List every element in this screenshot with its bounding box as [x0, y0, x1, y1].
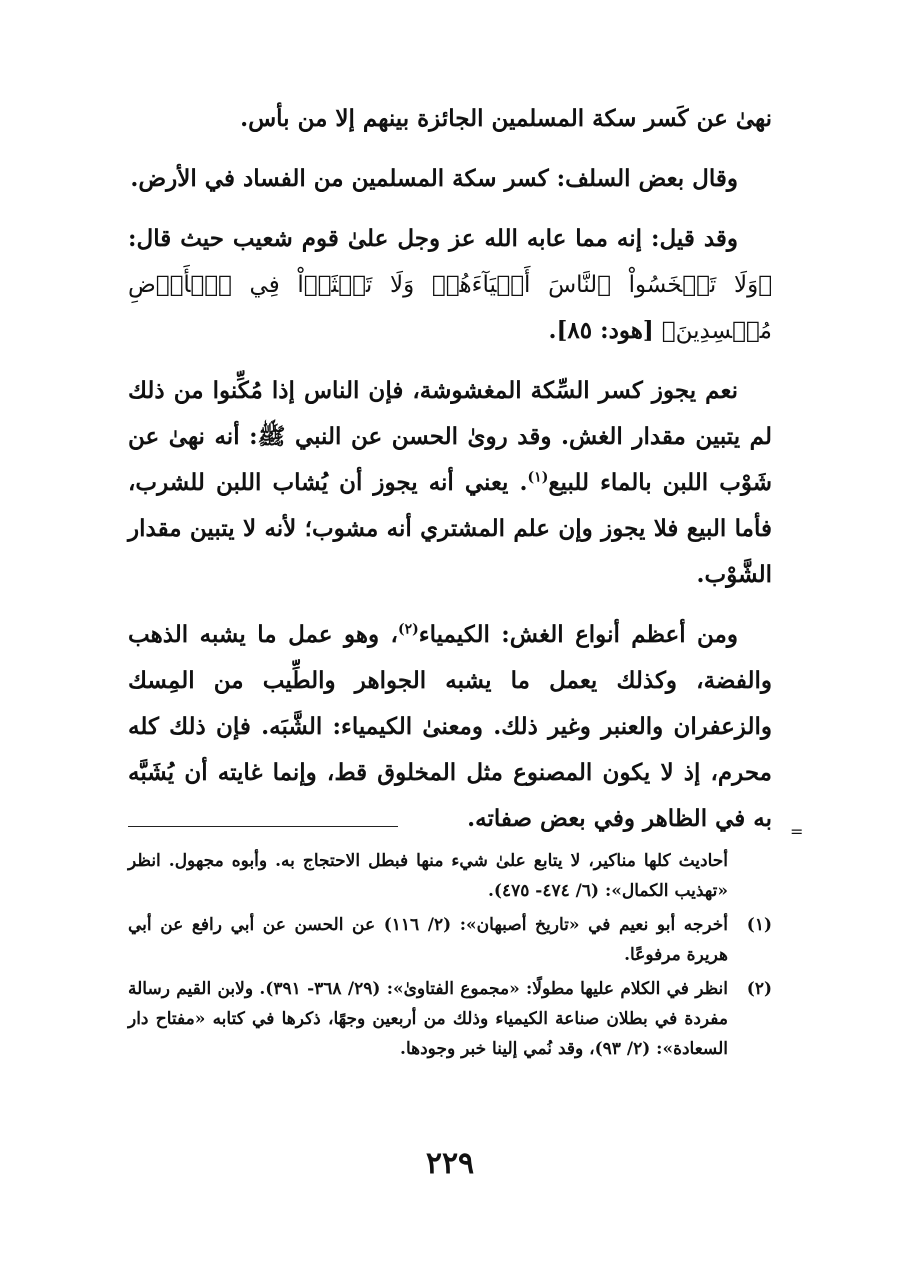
page-body: [128, 96, 772, 856]
paragraph-4: [128, 368, 772, 598]
page-number: ٢٢٩: [425, 1146, 475, 1181]
footnote-continuation-mark: =: [790, 822, 804, 841]
footnote-separator: [128, 826, 398, 827]
footnote-text: انظر في الكلام عليها مطولًا: «مجموع الفتاوىٰ»: (٢٩/ ٣٦٨- ٣٩١). ولابن القيم رسالة مفردة في بطلان صناعة الكيمياء وذلك من أربعين وجهًا، ذكرها في كتابه «مفتاح دار السعادة»: (٢/ ٩٣)، وقد نُمي إلينا خبر وجودها.: [128, 979, 729, 1059]
paragraph-3: [128, 216, 772, 354]
paragraph-4-text-a: نعم يجوز كسر السِّكة المغشوشة، فإن الناس إذا مُكِّنوا من ذلك لم يتبين مقدار الغش. وقد روىٰ الحسن عن النبي ﷺ: أنه نهىٰ عن شَوْب اللبن بالماء للبيع: [128, 377, 772, 496]
footnote-ref-1[interactable]: (١): [527, 469, 549, 486]
footnotes: [128, 846, 772, 1068]
verse-reference: [هود: ٨٥].: [548, 317, 662, 344]
footnote-number: (٢): [746, 979, 772, 999]
paragraph-1: نهىٰ عن كَسر سكة المسلمين الجائزة بينهم إلا من بأس.: [240, 105, 772, 132]
paragraph-5: [128, 612, 772, 842]
footnote-text: أخرجه أبو نعيم في «تاريخ أصبهان»: (٢/ ١١٦) عن الحسن عن أبي رافع عن أبي هريرة مرفوعًا.: [128, 915, 728, 965]
paragraph-5-text-a: ومن أعظم أنواع الغش: الكيمياء: [418, 621, 738, 648]
footnote-continuation-text: أحاديث كلها مناكير، لا يتابع علىٰ شيء منها فبطل الاحتجاج به. وأبوه مجهول. انظر «تهذيب الكمال»: (٦/ ٤٧٤- ٤٧٥).: [128, 851, 728, 901]
footnote-ref-2[interactable]: (٢): [397, 621, 419, 638]
footnote-2: [128, 974, 772, 1064]
paragraph-5-text-b: ، وهو عمل ما يشبه الذهب والفضة، وكذلك يعمل ما يشبه الجواهر والطِّيب من المِسك والزعفران والعنبر وغير ذلك. ومعنىٰ الكيمياء: الشَّبَه. فإن ذلك كله محرم، إذ لا يكون المصنوع مثل المخلوق قط، وإنما غايته أن يُشَبَّه به في الظاهر وفي بعض صفاته.: [128, 621, 772, 832]
paragraph-4-text-b: . يعني أنه يجوز أن يُشاب اللبن للشرب، فأما البيع فلا يجوز وإن علم المشتري أنه مشوب؛ لأنه لا يتبين مقدار الشَّوْب.: [128, 469, 772, 588]
footnote-continuation: [128, 846, 772, 906]
footnote-1: [128, 910, 772, 970]
quran-verse: ﴿وَلَا تَبۡخَسُواْ ٱلنَّاسَ أَشۡيَآءَهُمۡ وَلَا تَعۡثَوۡاْ فِي ٱلۡأَرۡضِ مُفۡسِدِينَ﴾: [128, 272, 772, 344]
footnote-number: (١): [746, 915, 772, 935]
paragraph-2: وقال بعض السلف: كسر سكة المسلمين من الفساد في الأرض.: [130, 165, 738, 192]
paragraph-3-text: وقد قيل: إنه مما عابه الله عز وجل علىٰ قوم شعيب حيث قال:: [128, 225, 738, 252]
